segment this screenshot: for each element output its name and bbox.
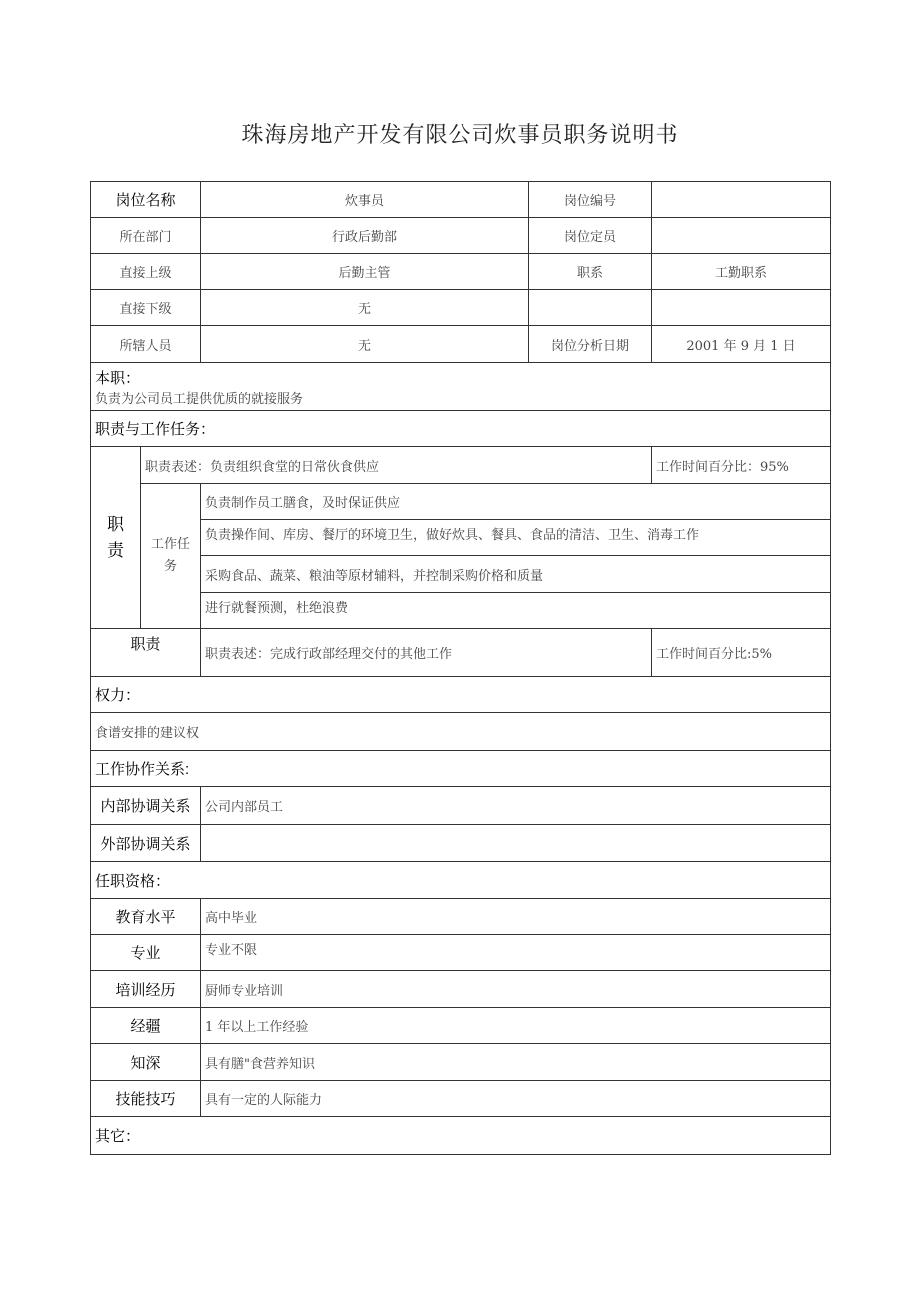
qualification-row: [91, 899, 831, 935]
other-row: [91, 1117, 831, 1155]
resp2-percent: 工作时间百分比:5%: [652, 629, 831, 677]
authority-header-row: [91, 677, 831, 713]
job-description-table: [90, 181, 831, 1155]
authority-text: 食谱安排的建议权: [91, 713, 831, 751]
position-name-label: 岗位名称: [91, 182, 201, 218]
task-item: 进行就餐预测，杜绝浪费: [201, 593, 831, 629]
info-row: [91, 218, 831, 254]
qualification-row: [91, 1008, 831, 1044]
subordinate-label: 直接下级: [91, 290, 201, 326]
managed-value: 无: [201, 326, 529, 363]
headcount-label: 岗位定员: [529, 218, 652, 254]
duty-label: 本职：: [95, 370, 141, 387]
qualification-row: [91, 1081, 831, 1117]
internal-coordination-value: 公司内部员工: [201, 787, 831, 825]
qualifications-label: 任职资格：: [91, 862, 831, 899]
resp1-description: 职责表述：负责组织食堂的日常伙食供应: [141, 447, 652, 484]
knowledge-value: 具有膳"食营养知识: [201, 1044, 831, 1081]
experience-label: 经疆: [91, 1008, 201, 1044]
resp1-percent: 工作时间百分比：95%: [652, 447, 831, 484]
internal-coordination-label: 内部协调关系: [91, 787, 201, 825]
info-row: [91, 182, 831, 218]
responsibility-side-label: 职 责: [91, 447, 141, 629]
subordinate-value: 无: [201, 290, 529, 326]
other-label: 其它：: [91, 1117, 831, 1155]
document-title: 珠海房地产开发有限公司炊事员职务说明书: [241, 123, 679, 148]
task-row: [91, 556, 831, 593]
major-label: 专业: [91, 935, 201, 971]
qualifications-header-row: [91, 862, 831, 899]
superior-value: 后勤主管: [201, 254, 529, 290]
info-row: [91, 326, 831, 363]
tasks-label: 职责与工作任务：: [91, 411, 831, 447]
work-tasks-label: 工作任 务: [141, 484, 201, 629]
position-code-label: 岗位编号: [529, 182, 652, 218]
tasks-header-row: [91, 411, 831, 447]
responsibility-row: [91, 447, 831, 484]
task-row: [91, 484, 831, 520]
education-value: 高中毕业: [201, 899, 831, 935]
empty-cell: [652, 290, 831, 326]
education-label: 教育水平: [91, 899, 201, 935]
coordination-label: 工作协作关系:: [91, 751, 831, 787]
knowledge-label: 知深: [91, 1044, 201, 1081]
task-row: [91, 593, 831, 629]
authority-row: [91, 713, 831, 751]
task-row: [91, 520, 831, 556]
duty-text: 负责为公司员工提供优质的就接服务: [95, 392, 304, 407]
task-item: 采购食品、蔬菜、粮油等原材辅料，并控制采购价格和质量: [201, 556, 831, 593]
training-value: 厨师专业培训: [201, 971, 831, 1008]
task-item: 负责操作间、库房、餐厅的环境卫生，做好炊具、餐具、食品的清洁、卫生、消毒工作: [201, 520, 831, 556]
department-value: 行政后勤部: [201, 218, 529, 254]
headcount-value: [652, 218, 831, 254]
resp2-label: 职责: [91, 629, 201, 677]
analysis-date-label: 岗位分析日期: [529, 326, 652, 363]
training-label: 培训经历: [91, 971, 201, 1008]
external-coordination-row: [91, 825, 831, 862]
info-row: [91, 290, 831, 326]
job-family-label: 职系: [529, 254, 652, 290]
superior-label: 直接上级: [91, 254, 201, 290]
responsibility-row: [91, 629, 831, 677]
managed-label: 所辖人员: [91, 326, 201, 363]
external-coordination-value: [201, 825, 831, 862]
resp2-description: 职责表述：完成行政部经理交付的其他工作: [201, 629, 652, 677]
info-row: [91, 254, 831, 290]
authority-label: 权力：: [91, 677, 831, 713]
qualification-row: [91, 1044, 831, 1081]
major-value: 专业不限: [201, 935, 831, 971]
department-label: 所在部门: [91, 218, 201, 254]
job-family-value: 工勤职系: [652, 254, 831, 290]
coordination-header-row: [91, 751, 831, 787]
task-item: 负责制作员工膳食，及时保证供应: [201, 484, 831, 520]
duty-row: [91, 363, 831, 411]
analysis-date-value: 2001 年 9 月 1 日: [652, 326, 831, 363]
position-code-value: [652, 182, 831, 218]
qualification-row: [91, 935, 831, 971]
skills-value: 具有一定的人际能力: [201, 1081, 831, 1117]
experience-value: 1 年以上工作经验: [201, 1008, 831, 1044]
qualification-row: [91, 971, 831, 1008]
position-name-value: 炊事员: [201, 182, 529, 218]
empty-cell: [529, 290, 652, 326]
duty-cell: [91, 363, 831, 411]
skills-label: 技能技巧: [91, 1081, 201, 1117]
internal-coordination-row: [91, 787, 831, 825]
external-coordination-label: 外部协调关系: [91, 825, 201, 862]
